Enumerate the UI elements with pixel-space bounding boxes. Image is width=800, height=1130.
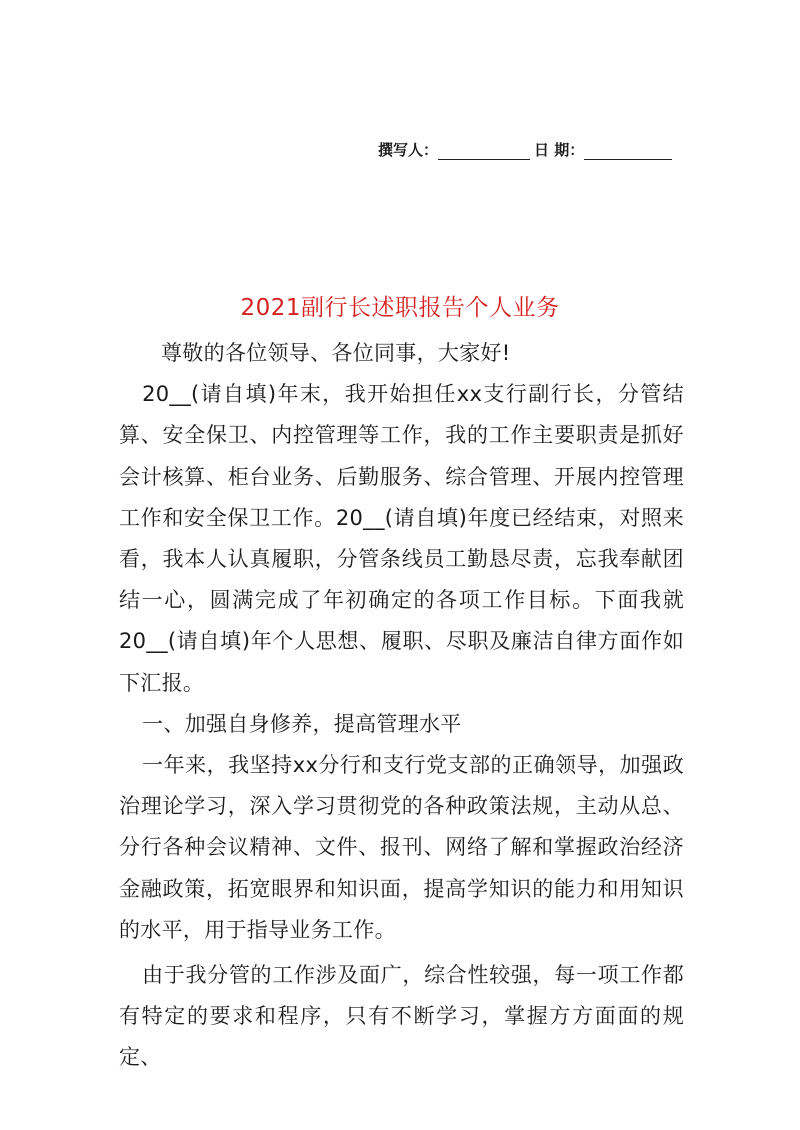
body-paragraph: 一年来，我坚持xx分行和支行党支部的正确领导，加强政治理论学习，深入学习贯彻党的各种政策法规，主动从总、分行各种会议精神、文件、报刊、网络了解和掌握政治经济金融政策，拓宽眼界和知识面，提高学知识的能力和用知识的水平，用于指导业务工作。 xyxy=(119,753,684,942)
date-blank xyxy=(584,143,672,160)
body-paragraph: 20__(请自填)年末，我开始担任xx支行副行长，分管结算、安全保卫、内控管理等工作，我的工作主要职责是抓好会计核算、柜台业务、后勤服务、综合管理、开展内控管理工作和安全保卫工作。20__(请自填)年度已经结束，对照来看，我本人认真履职，分管条线员工勤恳尽责，忘我奉献团结一心，圆满完成了年初确定的各项工作目标。下面我就20__(请自填)年个人思想、履职、尽职及廉洁自律方面作如下汇报。 xyxy=(119,382,684,695)
document-title: 2021副行长述职报告个人业务 xyxy=(240,295,560,321)
author-label: 撰写人： xyxy=(378,141,439,159)
author-blank xyxy=(438,143,530,160)
greeting-paragraph: 尊敬的各位领导、各位同事，大家好! xyxy=(161,341,511,365)
document-body xyxy=(119,333,684,1079)
header-signature-line xyxy=(378,139,688,160)
body-paragraph: 由于我分管的工作涉及面广，综合性较强，每一项工作都有特定的要求和程序，只有不断学习，掌握方方面面的规定、 xyxy=(119,963,684,1070)
date-label: 日 期： xyxy=(534,141,585,159)
section-heading: 一、加强自身修养，提高管理水平 xyxy=(142,711,462,736)
